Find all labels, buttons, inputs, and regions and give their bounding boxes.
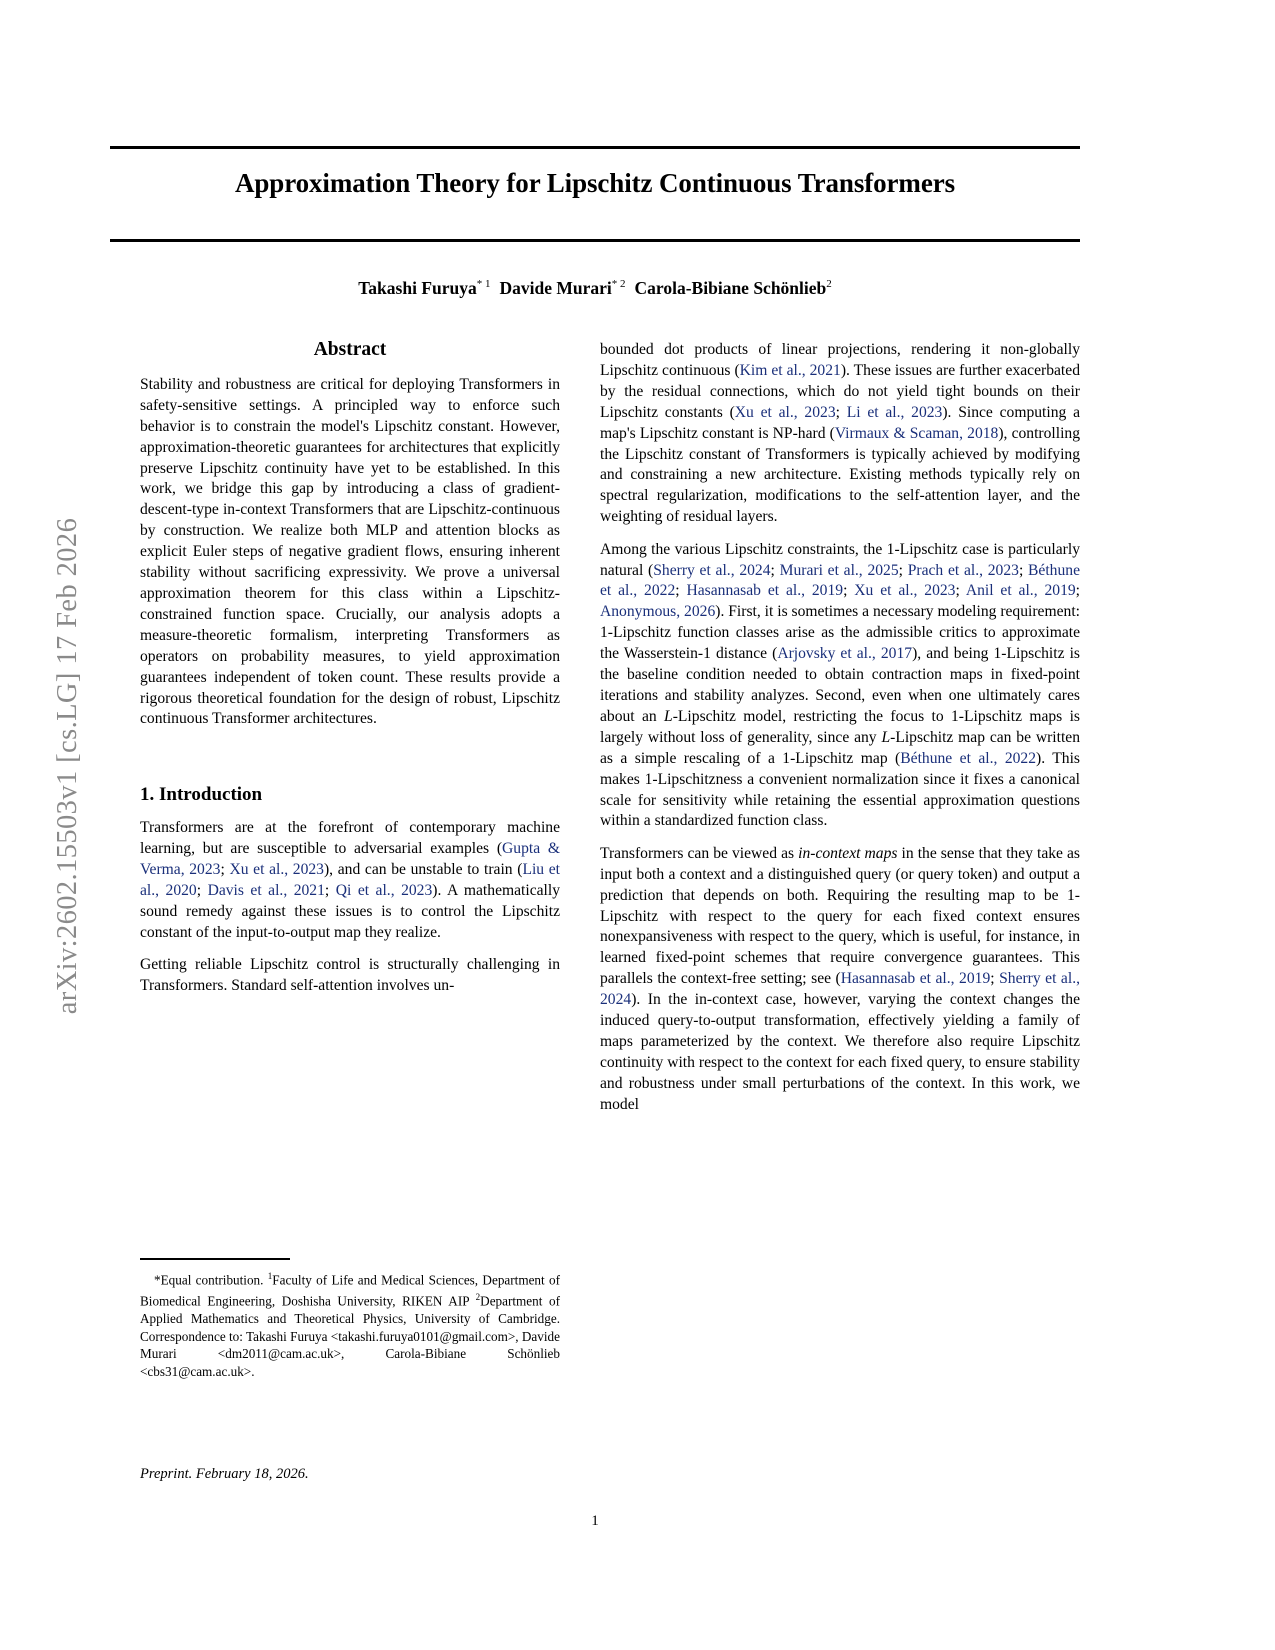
citation-gupta-verma[interactable]: Gupta & Verma, 2023: [140, 840, 560, 878]
citation-anonymous-2026[interactable]: Anonymous, 2026: [600, 603, 716, 621]
author-2: Davide Murari$^{* 2}$: [499, 278, 626, 298]
title-rule-top: [110, 146, 1080, 149]
citation-xu-2023[interactable]: Xu et al., 2023: [229, 860, 324, 878]
intro-paragraph-1: Transformers are at the forefront of contemporary machine learning, but are susceptible to adversarial examples (Gupta & Verma, 2023; Xu et al., 2023), and can be unstable to train (Liu et al., 2020; Davis et al., 2021; Qi et al., 2023). A mathematically sound remedy against these issues is to control the Lipschitz constant of the input-to-output map they realize.: [140, 819, 561, 941]
abstract-body: Stability and robustness are critical for deploying Transformers in safety-sensitive settings. A principled way to enforce such behavior is to constrain the model's Lipschitz constant. However, approximation-theoretic guarantees for architectures that explicitly preserve Lipschitz continuity have yet to be established. In this work, we bridge this gap by introducing a class of gradient-descent-type in-context Transformers that are Lipschitz-continuous by construction. We realize both MLP and attention blocks as explicit Euler steps of negative gradient flows, ensuring inherent stability without sacrificing expressivity. We prove a universal approximation theorem for this class within a Lipschitz-constrained function space. Crucially, our analysis adopts a measure-theoretic formalism, interpreting Transformers as operators on probability measures, to yield approximation guarantees independent of token count. These results provide a rigorous theoretical foundation for the design of robust, Lipschitz continuous Transformer architectures.: [140, 375, 560, 728]
citation-sherry-2024[interactable]: Sherry et al., 2024: [653, 561, 771, 579]
right-paragraph-1: bounded dot products of linear projections, rendering it non-globally Lipschitz continuous (Kim et al., 2021). These issues are further exacerbated by the residual connections, which do not yield tight bounds on their Lipschitz constants (Xu et al., 2023; Li et al., 2023). Since computing a map's Lipschitz constant is NP-hard (Virmaux & Scaman, 2018), controlling the Lipschitz constant of Transformers is typically achieved by modifying and constraining a new architecture. Existing methods typically rely on spectral regularization, modifications to the self-attention layer, and the weighting of residual layers.: [600, 341, 1081, 526]
right-column: [600, 340, 1080, 1116]
citation-bethune-2022[interactable]: Béthune et al., 2022: [600, 561, 1080, 600]
citation-xu-2023-c[interactable]: Xu et al., 2023: [854, 582, 956, 600]
citation-prach-2023[interactable]: Prach et al., 2023: [907, 561, 1019, 579]
intro-paragraph-2: Getting reliable Lipschitz control is structurally challenging in Transformers. Standard self-attention involves un-: [140, 956, 560, 994]
footnote-block: [140, 1268, 560, 1380]
left-column: [140, 340, 560, 997]
footnote-equal-contribution: *Equal contribution.: [154, 1272, 268, 1288]
footnote-separator: [140, 1258, 290, 1260]
citation-liu-2020[interactable]: Liu et al., 2020: [140, 860, 561, 899]
author-1-marks: * 1: [476, 278, 491, 291]
math-symbol-L-2: L: [881, 728, 891, 746]
citation-li-2023[interactable]: Li et al., 2023: [846, 403, 943, 421]
citation-anil-2019[interactable]: Anil et al., 2019: [965, 582, 1076, 600]
citation-sherry-2024-b[interactable]: Sherry et al., 2024: [600, 970, 1080, 1009]
citation-hasannasab-2019[interactable]: Hasannasab et al., 2019: [686, 582, 844, 600]
footnote-affiliation-2: Department of Applied Mathematics and Theoretical Physics, University of Cambridge. Correspondence to: Takashi Furuya <takashi.furuya0101@gmail.com>, Davide Murari <dm2011@cam.ac.uk>, Carola-Bibiane Schönlieb <cbs31@cam.ac.uk>.: [140, 1293, 561, 1379]
preprint-line: Preprint. February 18, 2026.: [140, 1466, 309, 1482]
right-paragraph-2: Among the various Lipschitz constraints, the 1-Lipschitz case is particularly natural (Sherry et al., 2024; Murari et al., 2025; Prach et al., 2023; Béthune et al., 2022; Hasannasab et al., 2019; Xu et al., 2023; Anil et al., 2019; Anonymous, 2026). First, it is sometimes a necessary modeling requirement: 1-Lipschitz function classes arise as the admissible critics to approximate the Wasserstein-1 distance (Arjovsky et al., 2017), and being 1-Lipschitz is the baseline condition needed to obtain contraction maps in fixed-point iterations and stability analyzes. Second, even when one ultimately cares about an L-Lipschitz model, restricting the focus to 1-Lipschitz maps is largely without loss of generality, since any L-Lipschitz map can be written as a simple rescaling of a 1-Lipschitz map (Béthune et al., 2022). This makes 1-Lipschitzness a convenient normalization since it fixes a canonical scale for sensitivity while retaining the essential approximation questions within a standardized function class.: [600, 540, 1081, 830]
author-3-marks: 2: [826, 278, 832, 291]
citation-hasannasab-2019-b[interactable]: Hasannasab et al., 2019: [840, 970, 991, 988]
author-1: Takashi Furuya$^{* 1}$: [358, 278, 491, 298]
citation-arjovsky-2017[interactable]: Arjovsky et al., 2017: [777, 645, 913, 663]
math-symbol-L-1: L: [664, 707, 673, 725]
citation-virmaux-scaman-2018[interactable]: Virmaux & Scaman, 2018: [834, 424, 999, 442]
footnote-affiliation-1: Faculty of Life and Medical Sciences, Department of Biomedical Engineering, Doshisha University, RIKEN AIP: [140, 1272, 560, 1309]
citation-bethune-2022-b[interactable]: Béthune et al., 2022: [900, 749, 1037, 767]
author-3: Carola-Bibiane Schönlieb$^2$: [634, 278, 832, 298]
footnote-affiliation-marker-1: 1: [267, 1271, 273, 1281]
author-list: [110, 278, 1080, 299]
title-rule-bottom: [110, 239, 1080, 242]
footnote-affiliation-marker-2: 2: [475, 1291, 481, 1302]
citation-murari-2025[interactable]: Murari et al., 2025: [779, 561, 899, 579]
right-paragraph-3: Transformers can be viewed as in-context maps in the sense that they take as input both a context and a distinguished query (or query token) and output a prediction that depends on both. Requiring the resulting map to be 1-Lipschitz with respect to the query for each fixed context ensures nonexpansiveness with respect to the query, which is useful, for instance, in learned fixed-point schemes that require convergence guarantees. This parallels the context-free setting; see (Hasannasab et al., 2019; Sherry et al., 2024). In the in-context case, however, varying the context changes the induced query-to-output transformation, effectively yielding a family of maps parameterized by the context. We therefore also require Lipschitz continuity with respect to the context for each fixed query, to ensure stability and robustness under small perturbations of the context. In this work, we model: [600, 844, 1081, 1113]
emphasis-in-context-maps: in-context maps: [798, 844, 898, 862]
introduction-heading: 1. Introduction: [140, 784, 263, 806]
page-title: Approximation Theory for Lipschitz Continuous Transformers: [234, 168, 955, 198]
introduction-section: [140, 784, 560, 997]
citation-kim-2021[interactable]: Kim et al., 2021: [739, 361, 841, 379]
citation-davis-2021[interactable]: Davis et al., 2021: [207, 881, 325, 899]
paper-page: [110, 0, 1080, 1650]
arxiv-stamp: arXiv:2602.15503v1 [cs.LG] 17 Feb 2026: [52, 517, 83, 1015]
page-number: 1: [591, 1513, 599, 1529]
author-2-marks: * 2: [611, 278, 626, 291]
citation-qi-2023[interactable]: Qi et al., 2023: [335, 881, 433, 899]
abstract-heading: Abstract: [313, 339, 387, 360]
citation-xu-2023-b[interactable]: Xu et al., 2023: [734, 403, 836, 421]
